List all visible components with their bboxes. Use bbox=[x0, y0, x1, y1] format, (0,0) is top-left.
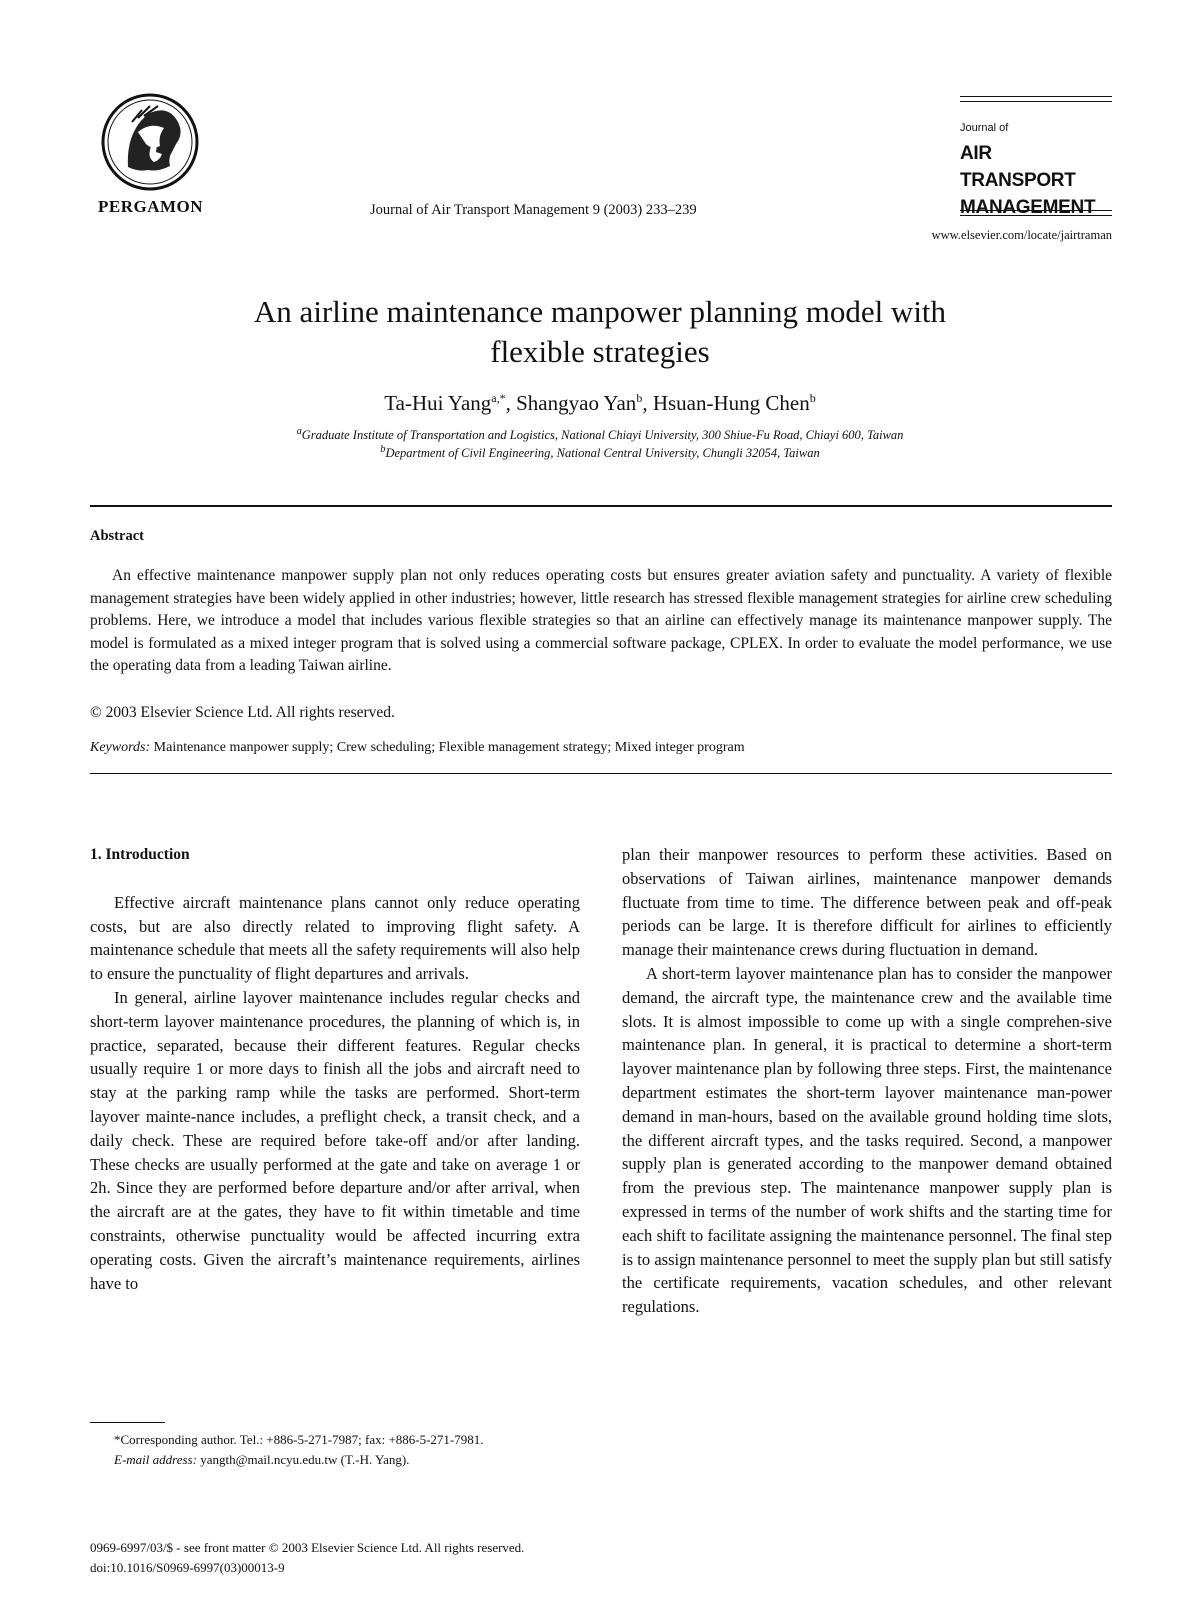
email-note bbox=[90, 1450, 580, 1470]
body-left-column bbox=[90, 843, 580, 1295]
abstract-rule-bottom bbox=[90, 773, 1112, 774]
author-affil-mark: a,* bbox=[491, 391, 506, 405]
masthead-rule-bottom bbox=[960, 210, 1112, 211]
section-heading: 1. Introduction bbox=[90, 846, 190, 863]
body-paragraph: A short-term layover maintenance plan has to consider the manpower demand, the aircraft type, the maintenance crew and the available time slots. It is almost impossible to come up with a single comprehen-sive maintenance plan. In general, it is practical to determine a short-term layover maintenance plan by following three steps. First, the maintenance department estimates the short-term layover maintenance man-power demand in man-hours, based on the available ground holding time slots, the different aircraft types, and the tasks required. Second, a manpower supply plan is generated according to the manpower demand obtained from the previous step. The maintenance manpower supply plan is expressed in terms of the number of work shifts and the starting time for each shift to facilitate assigning the maintenance personnel. The final step is to assign maintenance personnel to meet the supply plan but still satisfy the certificate requirements, vacation schedules, and other relevant regulations. bbox=[622, 963, 1112, 1317]
title-line2: flexible strategies bbox=[490, 334, 710, 369]
author-name[interactable]: Shangyao Yan bbox=[516, 391, 637, 415]
author-affil-mark: b bbox=[809, 391, 816, 405]
pergamon-emblem-icon bbox=[98, 92, 203, 192]
body-paragraph: Effective aircraft maintenance plans cannot only reduce operating costs, but are also directly related to improving flight safety. A maintenance schedule that meets all the safety requirements will also help to ensure the punctuality of flight departures and arrivals. bbox=[90, 892, 580, 984]
body-paragraph: In general, airline layover maintenance includes regular checks and short-term layover maintenance procedures, the planning of which is, in practice, separated, because their different features. Regular checks usually require 1 or more days to finish all the jobs and aircraft need to stay at the parking ramp while the tasks are performed. Short-term layover mainte-nance includes, a preflight check, a transit check, and a daily check. These are required before take-off and/or after landing. These checks are usually performed at the gate and take on average 1 or 2h. Since they are performed before departure and/or after arrival, when the aircraft are at the gates, they have to fit within timetable and time constraints, otherwise punctuality would be affected incurring extra operating costs. Given the aircraft’s maintenance requirements, airlines have to bbox=[90, 987, 580, 1293]
affiliation-mark: b bbox=[380, 444, 386, 455]
email-label: E-mail address: bbox=[114, 1452, 197, 1467]
affiliation-a bbox=[100, 426, 1100, 443]
issn-line: 0969-6997/03/$ - see front matter © 2003 Elsevier Science Ltd. All rights reserved. bbox=[90, 1540, 525, 1555]
journal-url-link[interactable]: www.elsevier.com/locate/jairtraman bbox=[931, 228, 1112, 242]
article-title bbox=[150, 292, 1050, 372]
footnote bbox=[90, 1430, 580, 1470]
abstract-body bbox=[90, 565, 1112, 678]
author-name[interactable]: Ta-Hui Yang bbox=[384, 391, 492, 415]
abstract-rule-top bbox=[90, 505, 1112, 507]
author-affil-mark: b bbox=[636, 391, 643, 405]
masthead-rule-top-2 bbox=[960, 101, 1112, 102]
body-right-column bbox=[622, 843, 1112, 1319]
keywords bbox=[90, 740, 745, 756]
journal-name-line2: MANAGEMENT bbox=[960, 197, 1096, 218]
front-matter-info bbox=[90, 1538, 524, 1578]
publisher-logo bbox=[88, 92, 213, 222]
footnote-rule bbox=[90, 1422, 165, 1423]
author-separator: , bbox=[505, 391, 517, 415]
masthead-rule-top bbox=[960, 96, 1112, 97]
journal-of-label: Journal of bbox=[960, 122, 1009, 134]
journal-masthead bbox=[960, 96, 1112, 220]
affiliation-mark: a bbox=[296, 426, 302, 437]
affiliation-text: Graduate Institute of Transportation and Logistics, National Chiayi University, 300 Shiue-Fu Road, Chiayi 600, Taiwan bbox=[301, 428, 904, 443]
author-list bbox=[150, 391, 1050, 416]
journal-name-line1: AIR TRANSPORT bbox=[960, 143, 1076, 191]
affiliation-b bbox=[100, 444, 1100, 461]
affiliation-text: Department of Civil Engineering, National Central University, Chungli 32054, Taiwan bbox=[385, 446, 820, 461]
abstract-copyright: © 2003 Elsevier Science Ltd. All rights reserved. bbox=[90, 704, 395, 721]
corresponding-author-note: *Corresponding author. Tel.: +886-5-271-7987; fax: +886-5-271-7981. bbox=[114, 1432, 484, 1447]
body-paragraph: plan their manpower resources to perform these activities. Based on observations of Taiwan airlines, maintenance manpower demands fluctuate from time to time. The difference between peak and off-peak periods can be large. It is therefore difficult for airlines to efficiently manage their maintenance crews during fluctuation in demand. bbox=[622, 845, 1112, 960]
publisher-name: PERGAMON bbox=[97, 197, 204, 216]
title-line1: An airline maintenance manpower planning model with bbox=[253, 294, 947, 329]
doi-link[interactable]: doi:10.1016/S0969-6997(03)00013-9 bbox=[90, 1560, 285, 1575]
email-link[interactable]: yangth@mail.ncyu.edu.tw (T.-H. Yang). bbox=[200, 1452, 410, 1467]
section-spacer bbox=[90, 867, 580, 891]
abstract-heading: Abstract bbox=[90, 528, 144, 544]
keywords-text: Maintenance manpower supply; Crew scheduling; Flexible management strategy; Mixed integer program bbox=[153, 740, 745, 755]
keywords-label: Keywords: bbox=[90, 740, 151, 755]
author-name[interactable]: Hsuan-Hung Chen bbox=[652, 391, 810, 415]
author-separator: , bbox=[642, 391, 653, 415]
journal-citation: Journal of Air Transport Management 9 (2003) 233–239 bbox=[370, 202, 697, 218]
journal-name bbox=[960, 140, 1112, 221]
masthead-rule-bottom-2 bbox=[960, 215, 1112, 216]
abstract-paragraph: An effective maintenance manpower supply plan not only reduces operating costs but ensures greater aviation safety and punctuality. A variety of flexible management strategies have been widely applied in other industries; however, little research has stressed flexible management strategies for airline crew scheduling problems. Here, we introduce a model that includes various flexible strategies so that an airline can effectively manage its maintenance manpower supply. The model is formulated as a mixed integer program that is solved using a commercial software package, CPLEX. In order to evaluate the model performance, we use the operating data from a leading Taiwan airline. bbox=[90, 567, 1112, 674]
